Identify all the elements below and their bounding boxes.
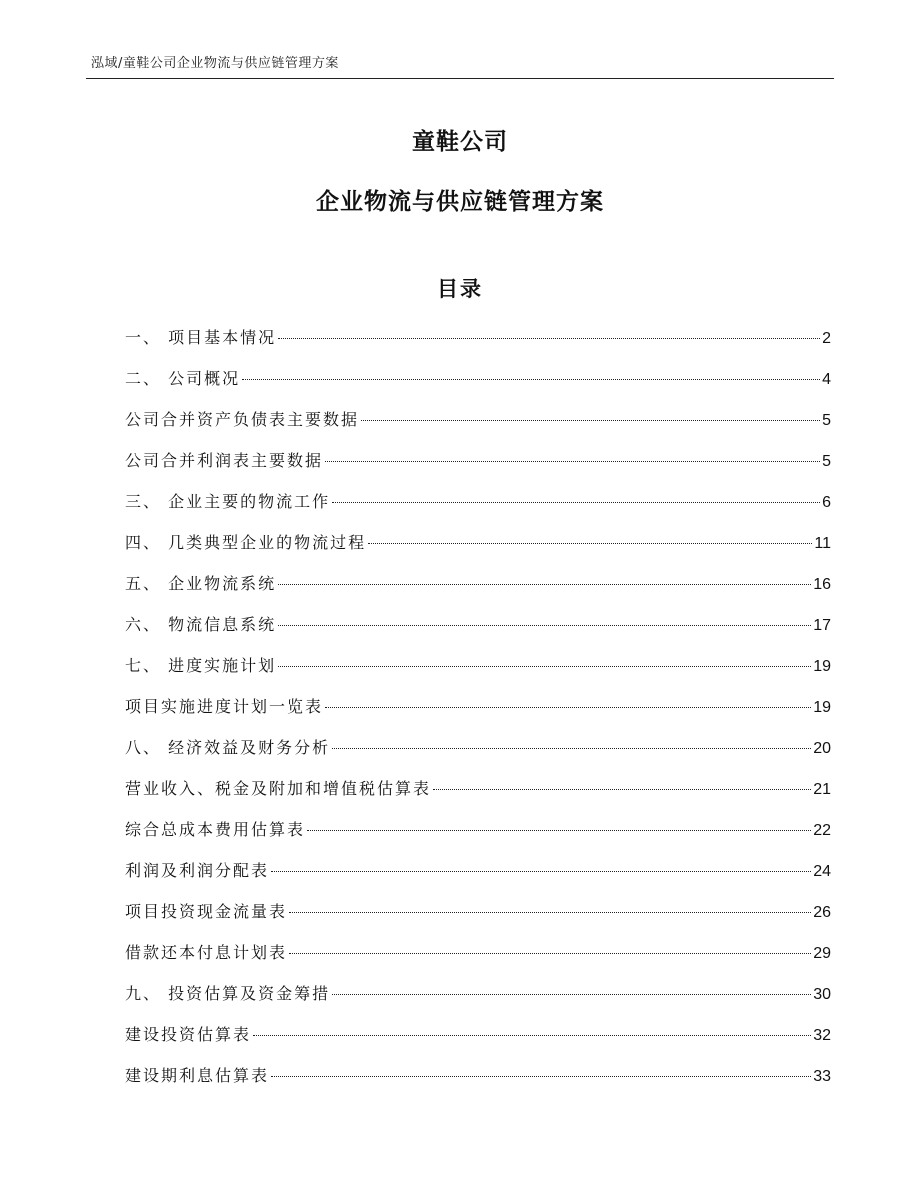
toc-entry-text: 四、 几类典型企业的物流过程 [125, 533, 367, 552]
toc-leader [289, 953, 811, 954]
toc-entry-page: 5 [822, 412, 831, 429]
toc-entry-page: 6 [822, 494, 831, 511]
running-header: 泓域/童鞋公司企业物流与供应链管理方案 [91, 56, 339, 71]
toc-entry[interactable] [125, 363, 831, 404]
toc-entry-page: 11 [814, 535, 831, 552]
toc-entry-page: 26 [813, 904, 831, 921]
toc-entry-page: 20 [813, 740, 831, 757]
toc-leader [433, 789, 811, 790]
toc-entry[interactable] [125, 691, 831, 732]
toc-entry[interactable] [125, 568, 831, 609]
toc-entry[interactable] [125, 404, 831, 445]
toc-entry-text: 项目实施进度计划一览表 [125, 697, 324, 716]
toc-entry-page: 21 [813, 781, 831, 798]
toc-entry[interactable] [125, 322, 831, 363]
toc-entry-text: 六、 物流信息系统 [125, 615, 277, 634]
header-divider [86, 78, 834, 79]
document-title: 企业物流与供应链管理方案 [316, 189, 604, 215]
toc-entry-page: 5 [822, 453, 831, 470]
toc-leader [307, 830, 811, 831]
toc-entry-page: 19 [813, 658, 831, 675]
toc-leader [325, 461, 820, 462]
toc-entry-text: 五、 企业物流系统 [125, 574, 277, 593]
toc-entry-text: 公司合并资产负债表主要数据 [125, 410, 360, 429]
toc-entry-text: 综合总成本费用估算表 [125, 820, 306, 839]
toc-entry-page: 30 [813, 986, 831, 1003]
toc-entry-page: 2 [822, 330, 831, 347]
toc-entry[interactable] [125, 773, 831, 814]
toc-entry-page: 33 [813, 1068, 831, 1085]
toc-entry-text: 一、 项目基本情况 [125, 328, 277, 347]
table-of-contents [125, 322, 831, 1101]
toc-entry-page: 32 [813, 1027, 831, 1044]
toc-entry-page: 16 [813, 576, 831, 593]
toc-entry-text: 项目投资现金流量表 [125, 902, 288, 921]
toc-entry[interactable] [125, 855, 831, 896]
toc-entry-text: 二、 公司概况 [125, 369, 241, 388]
toc-leader [325, 707, 811, 708]
toc-leader [332, 502, 820, 503]
toc-entry[interactable] [125, 527, 831, 568]
toc-entry-page: 22 [813, 822, 831, 839]
toc-entry[interactable] [125, 732, 831, 773]
toc-leader [253, 1035, 811, 1036]
toc-entry[interactable] [125, 937, 831, 978]
company-title: 童鞋公司 [412, 129, 508, 155]
toc-leader [278, 666, 811, 667]
toc-entry-page: 19 [813, 699, 831, 716]
toc-leader [332, 994, 811, 995]
toc-entry-text: 八、 经济效益及财务分析 [125, 738, 331, 757]
toc-entry[interactable] [125, 896, 831, 937]
toc-leader [271, 871, 811, 872]
toc-entry-text: 七、 进度实施计划 [125, 656, 277, 675]
toc-entry-page: 17 [813, 617, 831, 634]
toc-entry-text: 九、 投资估算及资金筹措 [125, 984, 331, 1003]
toc-leader [278, 584, 811, 585]
toc-entry[interactable] [125, 978, 831, 1019]
toc-leader [332, 748, 811, 749]
toc-entry-page: 4 [822, 371, 831, 388]
toc-entry[interactable] [125, 445, 831, 486]
toc-entry[interactable] [125, 814, 831, 855]
toc-entry[interactable] [125, 650, 831, 691]
toc-entry-text: 公司合并利润表主要数据 [125, 451, 324, 470]
toc-entry-text: 三、 企业主要的物流工作 [125, 492, 331, 511]
toc-entry-text: 利润及利润分配表 [125, 861, 270, 880]
toc-leader [242, 379, 820, 380]
toc-entry-text: 营业收入、税金及附加和增值税估算表 [125, 779, 432, 798]
toc-entry-page: 29 [813, 945, 831, 962]
toc-leader [368, 543, 812, 544]
toc-entry[interactable] [125, 1019, 831, 1060]
toc-leader [278, 338, 820, 339]
toc-entry[interactable] [125, 486, 831, 527]
toc-entry[interactable] [125, 1060, 831, 1101]
toc-leader [278, 625, 811, 626]
toc-entry-text: 借款还本付息计划表 [125, 943, 288, 962]
toc-entry-text: 建设投资估算表 [125, 1025, 252, 1044]
toc-leader [271, 1076, 811, 1077]
toc-entry-text: 建设期利息估算表 [125, 1066, 270, 1085]
toc-leader [289, 912, 811, 913]
toc-entry[interactable] [125, 609, 831, 650]
toc-leader [361, 420, 820, 421]
toc-heading: 目录 [437, 277, 483, 301]
toc-entry-page: 24 [813, 863, 831, 880]
